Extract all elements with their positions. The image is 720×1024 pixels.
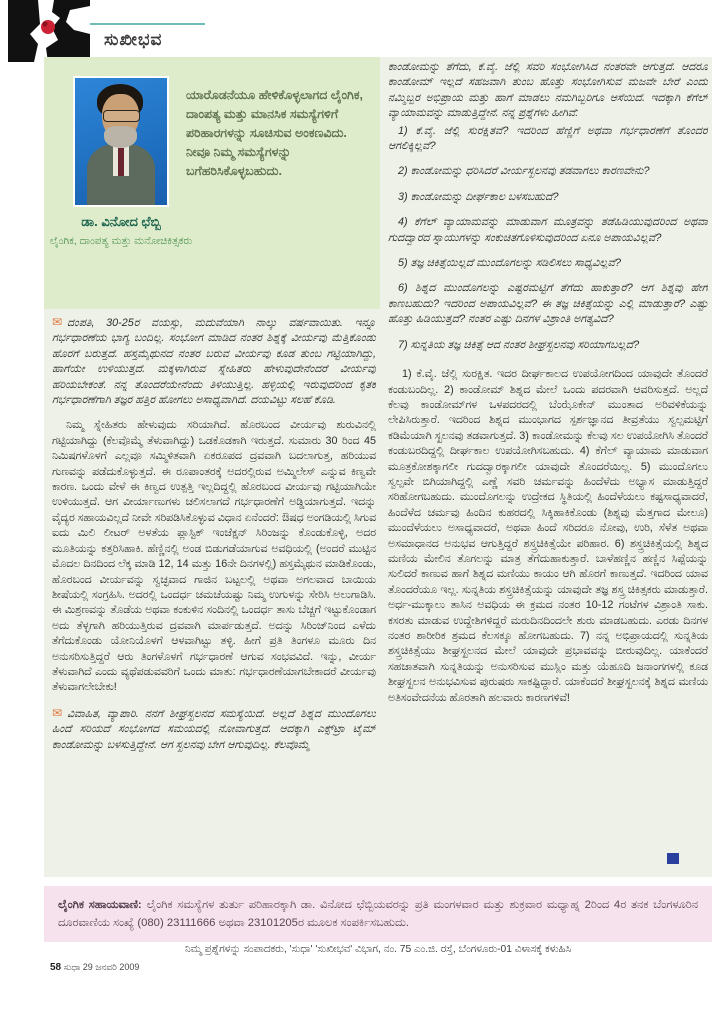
portrait-glasses [103,110,140,122]
question-3: 3) ಕಾಂಡೋಮನ್ನು ದೀರ್ಘಕಾಲ ಬಳಸಬಹುದೆ? [398,190,559,203]
section-title: ಸುಖೀಭವ [104,30,163,49]
question-5: 5) ತಜ್ಞ ಚಿಕಿತ್ಸೆಯಿಲ್ಲದೆ ಮುಂದೊಗಲನ್ನು ಸಡಿಲಿಸಲು ಸಾಧ್ಯವಿಲ್ಲವೆ? [398,257,621,270]
doctor-name: ಡಾ. ವಿನೋದ ಛೆಬ್ಬಿ [81,214,161,229]
reader-letter-2 [52,706,376,753]
page-number: 58 [50,962,62,973]
reader-letter-1-text: ದಂಪತಿ, 30-25ರ ವಯಸ್ಸು, ಮದುವೆಯಾಗಿ ನಾಲ್ಕು ವರ್ಷವಾಯಿತು. ಇನ್ನೂ ಗರ್ಭಧಾರಣೆಯ ಭಾಗ್ಯ ಬಂದಿಲ್ಲ. ಸಂಭೋಗ ಮಾಡಿದ ನಂತರ ಶಿಶ್ನಕ್ಕೆ ವೀರ್ಯವು ಮೆತ್ತಿಕೊಂಡು ಹೊರಗೆ ಬರುತ್ತದೆ. ಹಸ್ತಮೈಥುನದ ನಂತರ ಬರುವ ವೀರ್ಯವು ಕೂಡ ತುಂಬ ಗಟ್ಟಿಯಾಗಿದ್ದು, ಹಾಗೆಯೇ ಉಳಿಯುತ್ತದೆ. ಮಕ್ಕಳಾಗಿರುವ ಸ್ನೇಹಿತರು ಹೇಳುವುದೇನೆಂದರೆ ವೀರ್ಯವು ಹರಿಯಬೇಕಂತೆ. ನನ್ನ ತೊಂದರೆಯೇನೆಂದು ತಿಳಿಯುತ್ತಿಲ್ಲ. ಹಳ್ಳಿಯಲ್ಲಿ ಇರುವುದರಿಂದ ಕೃತಕ ಗರ್ಭಧಾರಣೆಗಾಗಿ ತಜ್ಞರ ಹತ್ತಿರ ಹೋಗಲು ಅಸಾಧ್ಯವಾಗಿದೆ. ದಯವಿಟ್ಟು ಸಲಹೆ ಕೊಡಿ. [52,317,376,407]
helpline-body: ಲೈಂಗಿಕ ಸಮಸ್ಯೆಗಳ ತುರ್ತು ಪರಿಹಾರಕ್ಕಾಗಿ ಡಾ. ವಿನೋದ ಛೆಬ್ಬಿಯವರನ್ನು ಪ್ರತಿ ಮಂಗಳವಾರ ಮತ್ತು ಶುಕ್ರವಾರ ಮಧ್ಯಾಹ್ನ 2ರಿಂದ 4ರ ತನಕ ಬೆಂಗಳೂರಿನ ದೂರವಾಣಿಯ ಸಂಖ್ಯೆ (080) 23111666 ಅಥವಾ 23101205ರ ಮೂಲಕ ಸಂಪರ್ಕಿಸಬಹುದು. [58,899,699,929]
doctor-portrait-illustration [75,78,167,205]
question-7: 7) ಸುನ್ನತಿಯ ತಜ್ಞ ಚಿಕಿತ್ಸೆ ಆದ ನಂತರ ಶೀಘ್ರಸ್ಖಲನವು ಸರಿಯಾಗಬಲ್ಲದೆ? [398,338,640,351]
reader-letter-2-text: ವಿವಾಹಿತ, ವ್ಯಾಪಾರಿ. ನನಗೆ ಶೀಘ್ರಸ್ಖಲನದ ಸಮಸ್ಯೆಯಿದೆ. ಅಲ್ಲದೆ ಶಿಶ್ನದ ಮುಂದೊಗಲು ಹಿಂದೆ ಸರಿಯದೆ ಸಂಭೋಗದ ಸಮಯದಲ್ಲಿ ನೋವಾಗುತ್ತದೆ. ಆದಕ್ಕಾಗಿ ಎಕ್ಸ್‌ಟ್ರಾ ಟೈಮ್ ಕಾಂಡೋಮನ್ನು ಬಳಸುತ್ತಿದ್ದೇನೆ. ಆಗ ಸ್ಖಲನವು ಬೇಗ ಆಗುವುದಿಲ್ಲ. ಕೆಲವೊಮ್ಮೆ [52,707,376,751]
issue-line: ಸುಧಾ 29 ಜನವರಿ 2009 [63,962,140,972]
question-2: 2) ಕಾಂಡೋಮನ್ನು ಧರಿಸಿದರೆ ವೀರ್ಯಸ್ಖಲನವು ತಡವಾಗಲು ಕಾರಣವೇನು? [398,165,650,178]
portrait-beard [104,126,137,148]
address-line: ನಿಮ್ಮ ಪ್ರಶ್ನೆಗಳನ್ನು ಸಂಪಾದಕರು, 'ಸುಧಾ' 'ಸುಖೀಭವ' ವಿಭಾಗ, ನಂ. 75 ಎಂ.ಜಿ. ರಸ್ತೆ, ಬೆಂಗಳೂರು-01 ವಿಳಾಸಕ್ಕೆ ಕಳುಹಿಸಿ [184,944,572,955]
header-rule [90,23,205,25]
question-4: 4) ಕೆಗೆಲ್ ವ್ಯಾಯಾಮವನ್ನು ಮಾಡುವಾಗ ಮೂತ್ರವನ್ನು ತಡೆಹಿಡಿಯುವುದರಿಂದ ಅಥವಾ ಗುದದ್ವಾರದ ಸ್ನಾಯುಗಳನ್ನು ಸಂಕುಚಿತಗೊಳಿಸುವುದರಿಂದ ಏನೂ ಅಪಾಯವಿಲ್ಲವೆ? [388,216,708,244]
magazine-logo [8,0,90,62]
envelope-icon: ✉ [52,315,63,329]
question-1: 1) ಕೆ.ವೈ. ಜೆಲ್ಲಿ ಸುರಕ್ಷಿತವೆ? ಇದರಿಂದ ಹೆಣ್ಣಿಗೆ ಅಥವಾ ಗರ್ಭಧಾರಣೆಗೆ ತೊಂದರೆ ಆಗಲಿಕ್ಕಿಲ್ಲವೆ? [388,124,708,153]
article-end-mark [667,853,679,864]
reader-letter-2-continued: ಕಾಂಡೋಮನ್ನು ತೆಗೆದು, ಕೆ.ವೈ. ಜೆಲ್ಲಿ ಸವರಿ ಸಂಭೋಗಿಸಿದ ನಂತರವೇ ಆಗುತ್ತದೆ. ಆದರೂ ಕಾಂಡೋಮ್ ಇಲ್ಲದೆ ಸಹಜವಾಗಿ ತುಂಬ ಹೊತ್ತು ಸಂಭೋಗಿಸುವ ಮಜವೇ ಬೇರೆ ಎಂದು ನಮ್ಮಿಬ್ಬರ ಅಭಿಪ್ರಾಯ ಮತ್ತು ಹಾಗೆ ಮಾಡಲು ನಮಗಿಬ್ಬರಿಗೂ ಆಸೆಯಿದೆ. ಇದಕ್ಕಾಗಿ ಕೆಗೆಲ್ ವ್ಯಾಯಾಮವನ್ನು ಮಾಡುತ್ತಿದ್ದೇನೆ. ನನ್ನ ಪ್ರಶ್ನೆಗಳು ಹೀಗಿವೆ: [388,61,708,120]
doctor-answer-1: ನಿಮ್ಮ ಸ್ನೇಹಿತರು ಹೇಳುವುದು ಸರಿಯಾಗಿದೆ. ಹೊರಬಂದ ವೀರ್ಯವು ಶುರುವಿನಲ್ಲಿ ಗಟ್ಟಿಯಾಗಿದ್ದು (ಕೆಲವೊಮ್ಮೆ ತೆಳುವಾಗಿದ್ದು) ಒಡಕೊಡಕಾಗಿ ಇರುತ್ತದೆ. ಸುಮಾರು 30 ರಿಂದ 45 ನಿಮಿಷಗಳೊಳಗೆ ಎಲ್ಲವೂ ಸಮ್ಮಿಳಿತವಾಗಿ ಏಕರೂಪದ ದ್ರವವಾಗಿ ಬದಲಾಗುತ್ತ, ಹರಿಯುವ ಗುಣವನ್ನು ಪಡೆದುಕೊಳ್ಳುತ್ತದೆ. ಈ ರೂಪಾಂತರಕ್ಕೆ ಅದರಲ್ಲಿರುವ ಅಮ್ಮಿಲೇಸ್ ಎನ್ನುವ ಕಿಣ್ವವೇ ಕಾರಣ. ಒಂದು ವೇಳೆ ಈ ಕಿಣ್ವದ ಉತ್ಪತ್ತಿ ಇಲ್ಲದಿದ್ದಲ್ಲಿ ಹೊರಬಂದ ವೀರ್ಯವು ಗಟ್ಟಿಯಾಗಿಯೇ ಉಳಿಯುತ್ತದೆ. ಆಗ ವೀರ್ಯಾಣುಗಳು ಚಲಿಸಲಾಗದೆ ಗರ್ಭಧಾರಣೆಗೆ ಅಡ್ಡಿಯಾಗುತ್ತದೆ. ಇದನ್ನು ವೈದ್ಯರ ಸಹಾಯವಿಲ್ಲದೆ ನೀವೇ ಸರಿಪಡಿಸಿಕೊಳ್ಳುವ ವಿಧಾನ ಏನೆಂದರೆ: ಔಷಧ ಅಂಗಡಿಯಲ್ಲಿ ಸಿಗುವ ಐದು ಮಿಲಿ ಲೀಟರ್ ಅಳತೆಯ ಪ್ಲಾಸ್ಟಿಕ್ ಇಂಜೆಕ್ಷನ್ ಸಿರಿಂಜನ್ನು ಕೊಂಡುಕೊಳ್ಳಿ, ಅದರ ಮೂತಿಯನ್ನು ಕತ್ತರಿಸಿಹಾಕಿ. ಹೆಣ್ಣಿನಲ್ಲಿ ಅಂಡ ಬಿಡುಗಡೆಯಾಗುವ ಅವಧಿಯಲ್ಲಿ (ಅಂದರೆ ಮುಟ್ಟಿನ ಮೊದಲ ದಿನದಿಂದ ಲೆಕ್ಕ ಮಾಡಿ 12, 14 ಮತ್ತು 16ನೇ ದಿನಗಳಲ್ಲಿ) ಹಸ್ತಮೈಥುನ ಮಾಡಿಕೊಂಡು, ಹೊರಬಂದ ವೀರ್ಯವನ್ನು ಸ್ವಚ್ಛವಾದ ಗಾಜಿನ ಬಟ್ಟಲಲ್ಲಿ ಅಥವಾ ಅಗಲವಾದ ಬಾಯಿಯ ಶೀಷೆಯಲ್ಲಿ ಸಂಗ್ರಹಿಸಿ. ಅದರಲ್ಲಿ ಒಂದರ್ಧ ಚಮಚೆಯಷ್ಟು ನಿಮ್ಮ ಉಗುಳನ್ನು ಸೇರಿಸಿ ಅಲುಗಾಡಿಸಿ. ಈ ಮಿಶ್ರಣವನ್ನು ತೊಡೆಯ ಅಥವಾ ಕಂಕುಳಿನ ಸಂದಿನಲ್ಲಿ ಒಂದರ್ಧ ತಾಸು ಬೆಚ್ಚಗೆ ಇಟ್ಟುಕೊಂಡಾಗ ಅದು ತೆಳ್ಳಗಾಗಿ ಹರಿಯುತ್ತಿರುವ ದ್ರವವಾಗಿ ಮಾರ್ಪಡುತ್ತದೆ. ಅದನ್ನು ಸಿರಿಂಜ್‌ನಿಂದ ಎಳೆದು ತೆಗೆದುಕೊಂಡು ಯೋನಿಯೊಳಗೆ ಆಳವಾಗಿಟ್ಟು ತಳ್ಳಿ. ಹೀಗೆ ಪ್ರತಿ ತಿಂಗಳೂ ಮೂರು ದಿನ ಅನುಸರಿಸುತ್ತಿದ್ದರೆ ಆರು ತಿಂಗಳೊಳಗೆ ಗರ್ಭಧಾರಣೆ ಆಗುವ ಸಂಭವವಿದೆ. ಇನ್ನು, ವೀರ್ಯ ತೆಳುವಾಗಿದೆ ಎಂದು ವ್ಯಥೆಪಡುವವರಿಗೆ ಒಂದು ಮಾತು: ಗರ್ಭಧಾರಣೆಯಾಗಬೇಕಾದರೆ ವೀರ್ಯವು ತೆಳುವಾಗಲೇಬೇಕು! [52,419,376,694]
doctor-answer-2: 1) ಕೆ.ವೈ. ಜೆಲ್ಲಿ ಸುರಕ್ಷಿತ. ಇದರ ದೀರ್ಘಕಾಲದ ಉಪಯೋಗದಿಂದ ಯಾವುದೇ ತೊಂದರೆ ಕಂಡುಬಂದಿಲ್ಲ. 2) ಕಾಂಡೋಮ್ ಶಿಶ್ನದ ಮೇಲೆ ಒಂದು ಪದರವಾಗಿ ಆವರಿಸುತ್ತದೆ. ಅಲ್ಲದೆ ಕೆಲವು ಕಾಂಡೋಮ್‌ಗಳ ಒಳಪದರದಲ್ಲಿ ಬೆಂಝೊಕೇನ್ ಮುಂತಾದ ಅರಿವಳಿಕೆಯನ್ನು ಲೇಪಿಸಿರುತ್ತಾರೆ. ಇದರಿಂದ ಶಿಶ್ನದ ಮುಂಭಾಗದ ಸ್ಪರ್ಶಜ್ಞಾನದ ತೀವ್ರತೆಯು ಸ್ವಲ್ಪಮಟ್ಟಿಗೆ ಕಡಿಮೆಯಾಗಿ ಸ್ಖಲನವು ತಡವಾಗುತ್ತದೆ. 3) ಕಾಂಡೋಮನ್ನು ಕೆಲವು ಸಲ ಉಪಯೋಗಿಸಿ ತೊಂದರೆ ಕಂಡುಬರದಿದ್ದಲ್ಲಿ ದೀರ್ಘಕಾಲ ಉಪಯೋಗಿಸಬಹುದು. 4) ಕೆಗೆಲ್ ವ್ಯಾಯಾಮ ಮಾಡುವಾಗ ಮೂತ್ರಕೋಶಕ್ಕಾಗಲೀ ಗುದದ್ವಾರಕ್ಕಾಗಲೀ ಯಾವುದೇ ತೊಂದರೆಯಿಲ್ಲ. 5) ಮುಂದೊಗಲು ಸ್ವಲ್ಪವೇ ಬಿಗಿಯಾಗಿದ್ದಲ್ಲಿ ಎಣ್ಣೆ ಸವರಿ ಚರ್ಮವನ್ನು ಹಿಂದೆಳೆದು ಅಭ್ಯಾಸ ಮಾಡುತ್ತಿದ್ದರೆ ಸರಿಹೋಗಬಹುದು. ಮುಂದೊಗಲನ್ನು ಉದ್ರೇಕದ ಸ್ಥಿತಿಯಲ್ಲಿ ಹಿಂದೆಳೆಯಲು ಕಷ್ಟಸಾಧ್ಯವಾದರೆ, ಹಿಂದೆಳೆದ ಚರ್ಮವು ಹಿಂದಿನ ಕುಹರದಲ್ಲಿ ಸಿಕ್ಕಿಹಾಕಿಕೊಂಡು (ಶಿಶ್ನವು ಮೆತ್ತಗಾದ ಮೇಲೂ) ಮುಂದೆಳೆಯಲು ಅಸಾಧ್ಯವಾದರೆ, ಅಥವಾ ಹಿಂದೆ ಸರಿದರೂ ನೋವು, ಉರಿ, ಸೆಳೆತ ಅಥವಾ ಅಸಮಾಧಾನದ ಅನುಭವ ಆಗುತ್ತಿದ್ದರೆ ಶಸ್ತ್ರಚಿಕಿತ್ಸೆಯೇ ಪರಿಹಾರ. 6) ಶಸ್ತ್ರಚಿಕಿತ್ಸೆಯಲ್ಲಿ ಶಿಶ್ನದ ಮಣಿಯ ಮೇಲಿನ ತೊಗಲನ್ನು ಮಾತ್ರ ತೆಗೆದುಹಾಕುತ್ತಾರೆ. ಬಾಳೆಹಣ್ಣಿನ ಹಣ್ಣಿನ ಸಿಪ್ಪೆಯನ್ನು ಸುಲಿದರೆ ಕಾಣುವ ಹಾಗೆ ಶಿಶ್ನದ ಮಣಿಯು ಕಾಯಂ ಆಗಿ ಹೊರಗೆ ಕಾಣುತ್ತದೆ. ಇದರಿಂದ ಯಾವ ತೊಂದರೆಯೂ ಇಲ್ಲ. ಸುನ್ನತಿಯ ಶಸ್ತ್ರಚಿಕಿತ್ಸೆಯನ್ನು ಯಾವುದೇ ತಜ್ಞ ಶಸ್ತ್ರ ಚಿಕಿತ್ಸಕರು ಮಾಡುತ್ತಾರೆ. ಅರ್ಧ-ಮುಕ್ಕಾಲು ತಾಸಿನ ಅವಧಿಯ ಈ ಕ್ರಮದ ನಂತರ 10-12 ಗಂಟೆಗಳ ವಿಶ್ರಾಂತಿ ಸಾಕು. ಕಸರತು ಮಾಡುವ ಉದ್ದೇಶಿಗಳಿದ್ದರೆ ಮರುದಿನದಿಂದಲೇ ಶುರು ಮಾಡಬಹುದು. ಎರಡು ದಿನಗಳ ನಂತರ ಶಾರೀರಿಕ ಶ್ರಮದ ಕೆಲಸಕ್ಕೂ ಹೋಗಬಹುದು. 7) ನನ್ನ ಅಭಿಪ್ರಾಯದಲ್ಲಿ ಸುನ್ನತಿಯ ಶಸ್ತ್ರಚಿಕಿತ್ಸೆಯು ಶೀಘ್ರಸ್ಖಲನದ ಮೇಲೆ ಯಾವುದೇ ಪ್ರಭಾವವನ್ನು ಬೀರುವುದಿಲ್ಲ. ಯಾಕೆಂದರೆ ಸಹಜಾತವಾಗಿ ಸುನ್ನತಿಯನ್ನು ಅನುಸರಿಸುವ ಮುಸ್ಲಿಂ ಮತ್ತು ಯೆಹೂದಿ ಜನಾಂಗಗಳಲ್ಲಿ ಕೂಡ ಶೀಘ್ರಸ್ಖಲನ ಅನುಭವಿಸುವ ಪುರುಷರು ಸಾಕಷ್ಟಿದ್ದಾರೆ. ಯಾಕೆಂದರೆ ಶೀಘ್ರಸ್ಖಲನಕ್ಕೆ ಶಿಶ್ನದ ಮಣಿಯ ಅತಿಸಂವೇದನೆಯ ಹೊರತಾಗಿ ಹಲವಾರು ಕಾರಣಗಳಿವೆ! [388,368,708,704]
portrait-tie [118,148,124,176]
reader-letter-1 [52,315,376,408]
helpline-text [58,896,698,932]
left-column [52,315,376,875]
doctor-photo [73,76,169,207]
helpline-strip [44,886,712,942]
envelope-icon: ✉ [52,705,63,720]
helpline-label: ಲೈಂಗಿಕ ಸಹಾಯವಾಣಿ: [58,899,142,911]
column-intro-text: ಯಾರೊಡನೆಯೂ ಹೇಳಿಕೊಳ್ಳಲಾಗದ ಲೈಂಗಿಕ, ದಾಂಪತ್ಯ ಮತ್ತು ಮಾನಸಿಕ ಸಮಸ್ಯೆಗಳಿಗೆ ಪರಿಹಾರಗಳನ್ನು ಸೂಚಿಸುವ ಅಂಕಣವಿದು. ನೀವೂ ನಿಮ್ಮ ಸಮಸ್ಯೆಗಳನ್ನು ಬಗೆಹರಿಸಿಕೊಳ್ಳಬಹುದು. [186,88,363,178]
question-6: 6) ಶಿಶ್ನದ ಮುಂದೊಗಲನ್ನು ಎಷ್ಟರಮಟ್ಟಿಗೆ ತೆಗೆದು ಹಾಕುತ್ತಾರೆ? ಆಗ ಶಿಶ್ನವು ಹೇಗೆ ಕಾಣಬಹುದು? ಇದರಿಂದ ಅಪಾಯವಿಲ್ಲವೆ? ಈ ತಜ್ಞ ಚಿಕಿತ್ಸೆಯನ್ನು ಎಲ್ಲಿ ಮಾಡುತ್ತಾರೆ? ಎಷ್ಟು ಹೊತ್ತು ಹಿಡಿಯುತ್ತದೆ? ನಂತರ ಎಷ್ಟು ದಿನಗಳ ವಿಶ್ರಾಂತಿ ಅಗತ್ಯವಿದೆ? [388,282,708,326]
doctor-title: ಲೈಂಗಿಕ, ದಾಂಪತ್ಯ ಮತ್ತು ಮನೋಚಿಕಿತ್ಸಕರು [49,235,193,247]
right-column [388,60,708,860]
page-footer [50,962,139,973]
